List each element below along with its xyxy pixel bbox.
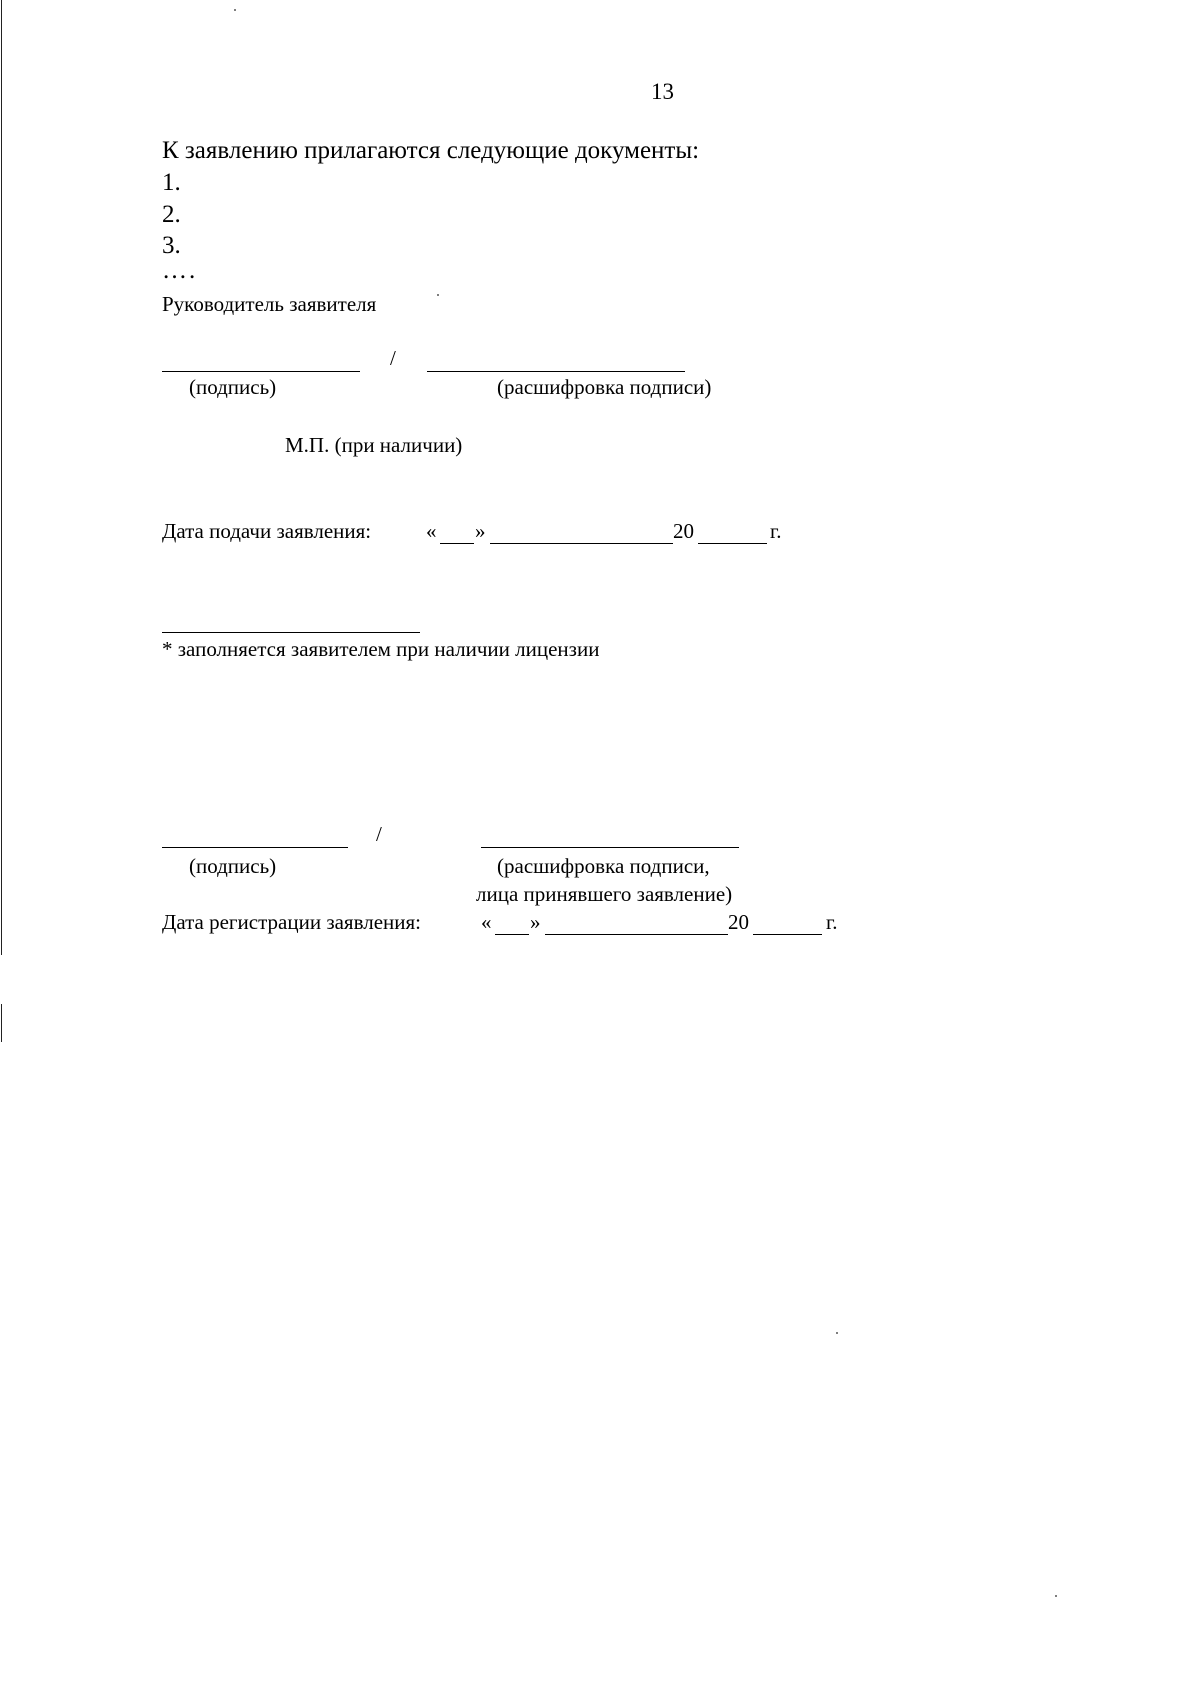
signature-line: [162, 371, 360, 372]
submission-year-suffix: г.: [770, 519, 782, 543]
scan-speck: [836, 1332, 838, 1334]
registration-date-open-quote: «: [481, 910, 492, 934]
attachment-ellipsis: ….: [162, 257, 198, 284]
signature-decoding-line: [427, 371, 685, 372]
receiver-decoding-caption: лица принявшего заявление): [476, 882, 733, 906]
attachment-item: 1.: [162, 169, 181, 196]
submission-date-label: Дата подачи заявления:: [162, 519, 372, 543]
attachment-item: 3.: [162, 232, 181, 259]
attachment-item: 2.: [162, 201, 181, 228]
signature-caption: (подпись): [189, 375, 277, 399]
scan-edge-line: [1, 0, 2, 955]
attachments-heading: К заявлению прилагаются следующие документы:: [162, 137, 700, 164]
receiver-decoding-caption: (расшифровка подписи,: [497, 854, 710, 878]
scan-speck: [1055, 1595, 1057, 1597]
page-number: 13: [651, 79, 674, 104]
receiver-signature-line: [162, 847, 348, 848]
submission-month-blank: [490, 543, 673, 544]
submission-date-close-quote: »: [475, 519, 486, 543]
registration-date-close-quote: »: [530, 910, 541, 934]
footnote-text: * заполняется заявителем при наличии лицензии: [162, 637, 600, 661]
submission-date-open-quote: «: [426, 519, 437, 543]
receiver-signature-caption: (подпись): [189, 854, 277, 878]
scan-speck: [234, 9, 236, 11]
submission-year-blank: [698, 543, 767, 544]
registration-month-blank: [545, 934, 728, 935]
applicant-head-label: Руководитель заявителя: [162, 292, 377, 316]
registration-day-blank: [495, 934, 529, 935]
registration-year-suffix: г.: [826, 910, 838, 934]
signature-slash: /: [390, 346, 396, 370]
footnote-separator: [162, 632, 420, 633]
submission-year-prefix: 20: [673, 519, 694, 543]
receiver-signature-slash: /: [376, 822, 382, 846]
submission-day-blank: [440, 543, 474, 544]
registration-year-prefix: 20: [728, 910, 749, 934]
receiver-decoding-line: [481, 847, 739, 848]
signature-decoding-caption: (расшифровка подписи): [497, 375, 712, 399]
scan-speck: [437, 294, 439, 296]
stamp-label: М.П. (при наличии): [285, 433, 463, 457]
registration-date-label: Дата регистрации заявления:: [162, 910, 422, 934]
scan-edge-line: [1, 1004, 2, 1042]
registration-year-blank: [753, 934, 822, 935]
